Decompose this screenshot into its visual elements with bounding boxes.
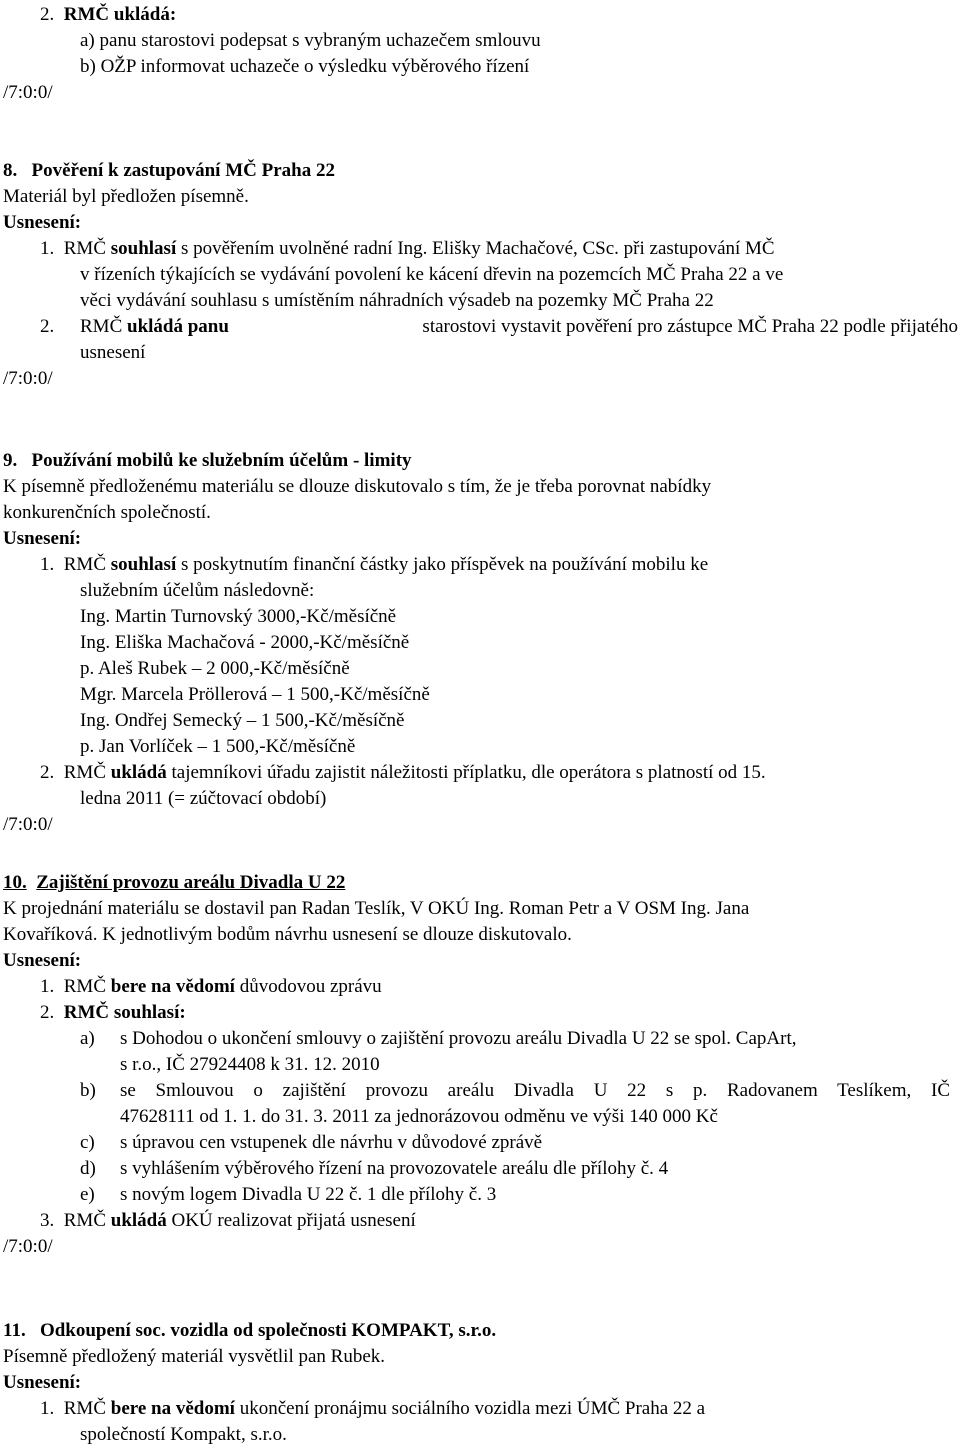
s9-heading: 9. Používání mobilů ke služebním účelům - limity: [3, 450, 412, 471]
s10-item-2b: se Smlouvou o zajištění provozu areálu Divadla U 22 s p. Radovanem Teslíkem, IČ: [120, 1080, 950, 1101]
s10-item-2b-label: b): [80, 1080, 96, 1101]
s7-item-2b: b) OŽP informovat uchazeče o výsledku výběrového řízení: [80, 56, 530, 77]
s9-item-1-line-2: služebním účelům následovně:: [80, 580, 315, 601]
s9-limit-row: p. Jan Vorlíček – 1 500,-Kč/měsíčně: [80, 736, 356, 757]
s11-intro: Písemně předložený materiál vysvětlil pan Rubek.: [3, 1346, 386, 1367]
s7-item-2: 2. RMČ ukládá:: [40, 4, 177, 25]
s9-item-1: 1. RMČ souhlasí s poskytnutím finanční částky jako příspěvek na používání mobilu ke: [40, 554, 709, 575]
s10-item-2e-label: e): [80, 1184, 95, 1205]
s11-item-1: 1. RMČ bere na vědomí ukončení pronájmu sociálního vozidla mezi ÚMČ Praha 22 a: [40, 1398, 706, 1419]
s10-usneseni: Usnesení:: [3, 950, 82, 971]
s11-heading: 11. Odkoupení soc. vozidla od společnosti KOMPAKT, s.r.o.: [3, 1320, 497, 1341]
s8-heading: 8. Pověření k zastupování MČ Praha 22: [3, 160, 335, 181]
s10-item-2d-label: d): [80, 1158, 96, 1179]
s7-vote: /7:0:0/: [3, 82, 53, 103]
s8-vote: /7:0:0/: [3, 368, 53, 389]
s10-item-2a-line-2: s r.o., IČ 27924408 k 31. 12. 2010: [120, 1054, 380, 1075]
s7-item-2-label: RMČ ukládá:: [63, 4, 177, 25]
s9-limit-row: Ing. Eliška Machačová - 2000,-Kč/měsíčně: [80, 632, 410, 653]
s9-title: Používání mobilů ke služebním účelům - limity: [31, 450, 412, 471]
s9-limit-row: Mgr. Marcela Pröllerová – 1 500,-Kč/měsíčně: [80, 684, 430, 705]
s9-limit-row: p. Aleš Rubek – 2 000,-Kč/měsíčně: [80, 658, 350, 679]
s9-limit-row: Ing. Martin Turnovský 3000,-Kč/měsíčně: [80, 606, 397, 627]
s10-item-2c: s úpravou cen vstupenek dle návrhu v důvodové zprávě: [120, 1132, 543, 1153]
s8-item-2-num: 2.: [40, 316, 55, 337]
s9-intro-line-1: K písemně předloženému materiálu se dlouze diskutovalo s tím, že je třeba porovnat nabídky: [3, 476, 712, 497]
s8-usneseni: Usnesení:: [3, 212, 82, 233]
s8-item-1-line-2: v řízeních týkajících se vydávání povolení ke kácení dřevin na pozemcích MČ Praha 22 a ve: [80, 264, 784, 285]
s9-limit-row: Ing. Ondřej Semecký – 1 500,-Kč/měsíčně: [80, 710, 405, 731]
s10-item-2a: s Dohodou o ukončení smlouvy o zajištění provozu areálu Divadla U 22 se spol. CapArt,: [120, 1028, 797, 1049]
s10-intro-line-2: Kovaříková. K jednotlivým bodům návrhu usnesení se dlouze diskutovalo.: [3, 924, 572, 945]
s10-item-2e: s novým logem Divadla U 22 č. 1 dle přílohy č. 3: [120, 1184, 497, 1205]
s10-item-1: 1. RMČ bere na vědomí důvodovou zprávu: [40, 976, 382, 997]
s8-intro: Materiál byl předložen písemně.: [3, 186, 249, 207]
s10-item-2a-label: a): [80, 1028, 95, 1049]
s8-item-2: RMČ ukládá panu starostovi vystavit pověření pro zástupce MČ Praha 22 podle přijatého: [80, 316, 958, 337]
s10-heading: 10. Zajištění provozu areálu Divadla U 22: [3, 872, 346, 893]
s9-intro-line-2: konkurenčních společností.: [3, 502, 211, 523]
s8-item-2-line-2: usnesení: [80, 342, 146, 363]
s11-usneseni: Usnesení:: [3, 1372, 82, 1393]
s8-title: Pověření k zastupování MČ Praha 22: [31, 160, 335, 181]
s7-item-2a: a) panu starostovi podepsat s vybraným uchazečem smlouvu: [80, 30, 541, 51]
s9-item-2-line-2: ledna 2011 (= zúčtovací období): [80, 788, 327, 809]
s10-item-2: 2. RMČ souhlasí:: [40, 1002, 186, 1023]
s10-item-2d: s vyhlášením výběrového řízení na provozovatele areálu dle přílohy č. 4: [120, 1158, 669, 1179]
s9-item-2: 2. RMČ ukládá tajemníkovi úřadu zajistit náležitosti příplatku, dle operátora s platností od 15.: [40, 762, 766, 783]
s9-usneseni: Usnesení:: [3, 528, 82, 549]
s10-item-2c-label: c): [80, 1132, 95, 1153]
s10-title: Zajištění provozu areálu Divadla U 22: [36, 872, 346, 893]
s11-item-1-line-2: společností Kompakt, s.r.o.: [80, 1424, 287, 1445]
s9-vote: /7:0:0/: [3, 814, 53, 835]
s8-item-1-line-3: věci vydávání souhlasu s umístěním náhradních výsadeb na pozemky MČ Praha 22: [80, 290, 714, 311]
s10-item-3: 3. RMČ ukládá OKÚ realizovat přijatá usnesení: [40, 1210, 416, 1231]
s10-intro-line-1: K projednání materiálu se dostavil pan Radan Teslík, V OKÚ Ing. Roman Petr a V OSM Ing. Jana: [3, 898, 750, 919]
s11-title: Odkoupení soc. vozidla od společnosti KOMPAKT, s.r.o.: [39, 1320, 497, 1341]
s10-item-2b-line-2: 47628111 od 1. 1. do 31. 3. 2011 za jednorázovou odměnu ve výši 140 000 Kč: [120, 1106, 718, 1127]
s10-vote: /7:0:0/: [3, 1236, 53, 1257]
s8-item-1: 1. RMČ souhlasí s pověřením uvolněné radní Ing. Elišky Machačové, CSc. při zastupování MČ: [40, 238, 775, 259]
